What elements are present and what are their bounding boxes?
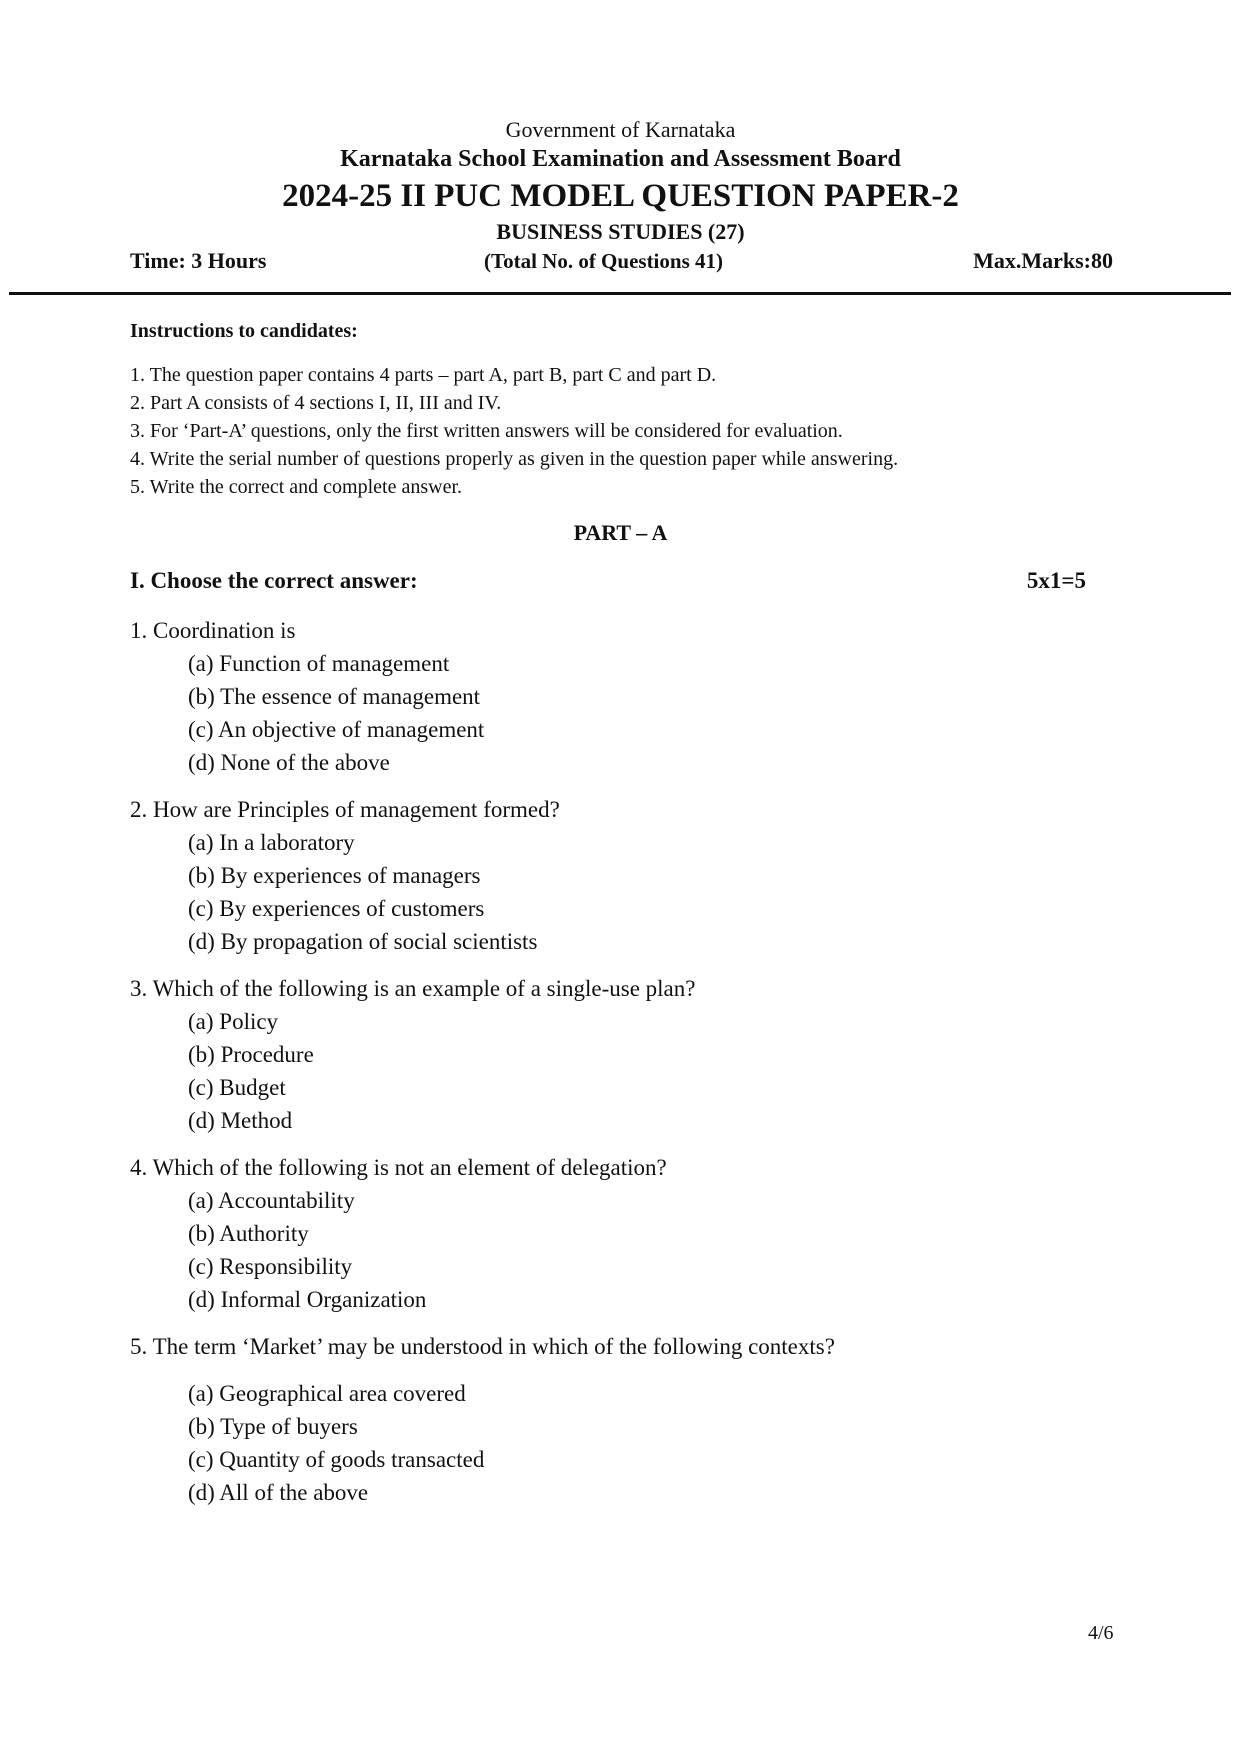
option-item: (d) All of the above: [188, 1480, 369, 1505]
option-item: (a) Accountability: [188, 1188, 355, 1213]
question-options: [130, 1005, 1130, 1137]
option-item: (c) By experiences of customers: [188, 896, 485, 921]
option-item: (d) By propagation of social scientists: [188, 929, 538, 954]
government-name: Government of Karnataka: [505, 117, 736, 142]
question-text: 2. How are Principles of management formed?: [130, 797, 560, 822]
option-item: (c) Budget: [188, 1075, 286, 1100]
option-item: (b) Authority: [188, 1221, 309, 1246]
option-item: (a) In a laboratory: [188, 830, 355, 855]
max-marks: Max.Marks:80: [973, 248, 1113, 273]
option-item: (d) Informal Organization: [188, 1287, 427, 1312]
question-item: [130, 972, 1130, 1137]
option-item: (b) The essence of management: [188, 684, 481, 709]
instruction-item: 4. Write the serial number of questions properly as given in the question paper while answering.: [130, 448, 899, 470]
board-name: Karnataka School Examination and Assessment Board: [340, 146, 901, 172]
option-item: (c) An objective of management: [188, 717, 485, 742]
option-item: (c) Quantity of goods transacted: [188, 1447, 485, 1472]
question-text: 3. Which of the following is an example of a single-use plan?: [130, 976, 696, 1001]
section-title: I. Choose the correct answer:: [130, 568, 418, 593]
instruction-item: 3. For ‘Part-A’ questions, only the first written answers will be considered for evaluation.: [130, 420, 843, 442]
questions-list: [130, 614, 1130, 1523]
question-item: [130, 614, 1130, 779]
option-item: (a) Function of management: [188, 651, 450, 676]
instruction-item: 2. Part A consists of 4 sections I, II, III and IV.: [130, 392, 502, 414]
question-text: 1. Coordination is: [130, 618, 296, 643]
question-options: [130, 647, 1130, 779]
exam-duration: Time: 3 Hours: [130, 248, 267, 273]
question-text: 4. Which of the following is not an element of delegation?: [130, 1155, 667, 1180]
instructions-title: Instructions to candidates:: [130, 320, 358, 342]
option-item: (a) Policy: [188, 1009, 279, 1034]
instruction-item: 5. Write the correct and complete answer.: [130, 476, 463, 498]
header-divider: [9, 292, 1231, 295]
instruction-item: 1. The question paper contains 4 parts – part A, part B, part C and part D.: [130, 364, 717, 386]
question-options: [130, 1377, 1130, 1509]
paper-title: 2024-25 II PUC MODEL QUESTION PAPER-2: [282, 178, 959, 214]
question-item: [130, 1330, 1130, 1509]
page-number: 4/6: [1088, 1622, 1114, 1644]
instructions-list: [130, 361, 1130, 501]
option-item: (b) Procedure: [188, 1042, 314, 1067]
option-item: (a) Geographical area covered: [188, 1381, 466, 1406]
option-item: (d) Method: [188, 1108, 293, 1133]
question-item: [130, 1151, 1130, 1316]
question-options: [130, 1184, 1130, 1316]
option-item: (d) None of the above: [188, 750, 390, 775]
subject-title: BUSINESS STUDIES (27): [496, 219, 745, 244]
section-marks: 5x1=5: [1026, 568, 1086, 593]
option-item: (b) By experiences of managers: [188, 863, 481, 888]
question-item: [130, 793, 1130, 958]
total-questions: (Total No. of Questions 41): [484, 249, 723, 273]
option-item: (c) Responsibility: [188, 1254, 353, 1279]
question-text: 5. The term ‘Market’ may be understood in which of the following contexts?: [130, 1334, 835, 1359]
option-item: (b) Type of buyers: [188, 1414, 358, 1439]
question-options: [130, 826, 1130, 958]
part-title: PART – A: [573, 520, 668, 545]
exam-meta-row: [130, 246, 1113, 276]
